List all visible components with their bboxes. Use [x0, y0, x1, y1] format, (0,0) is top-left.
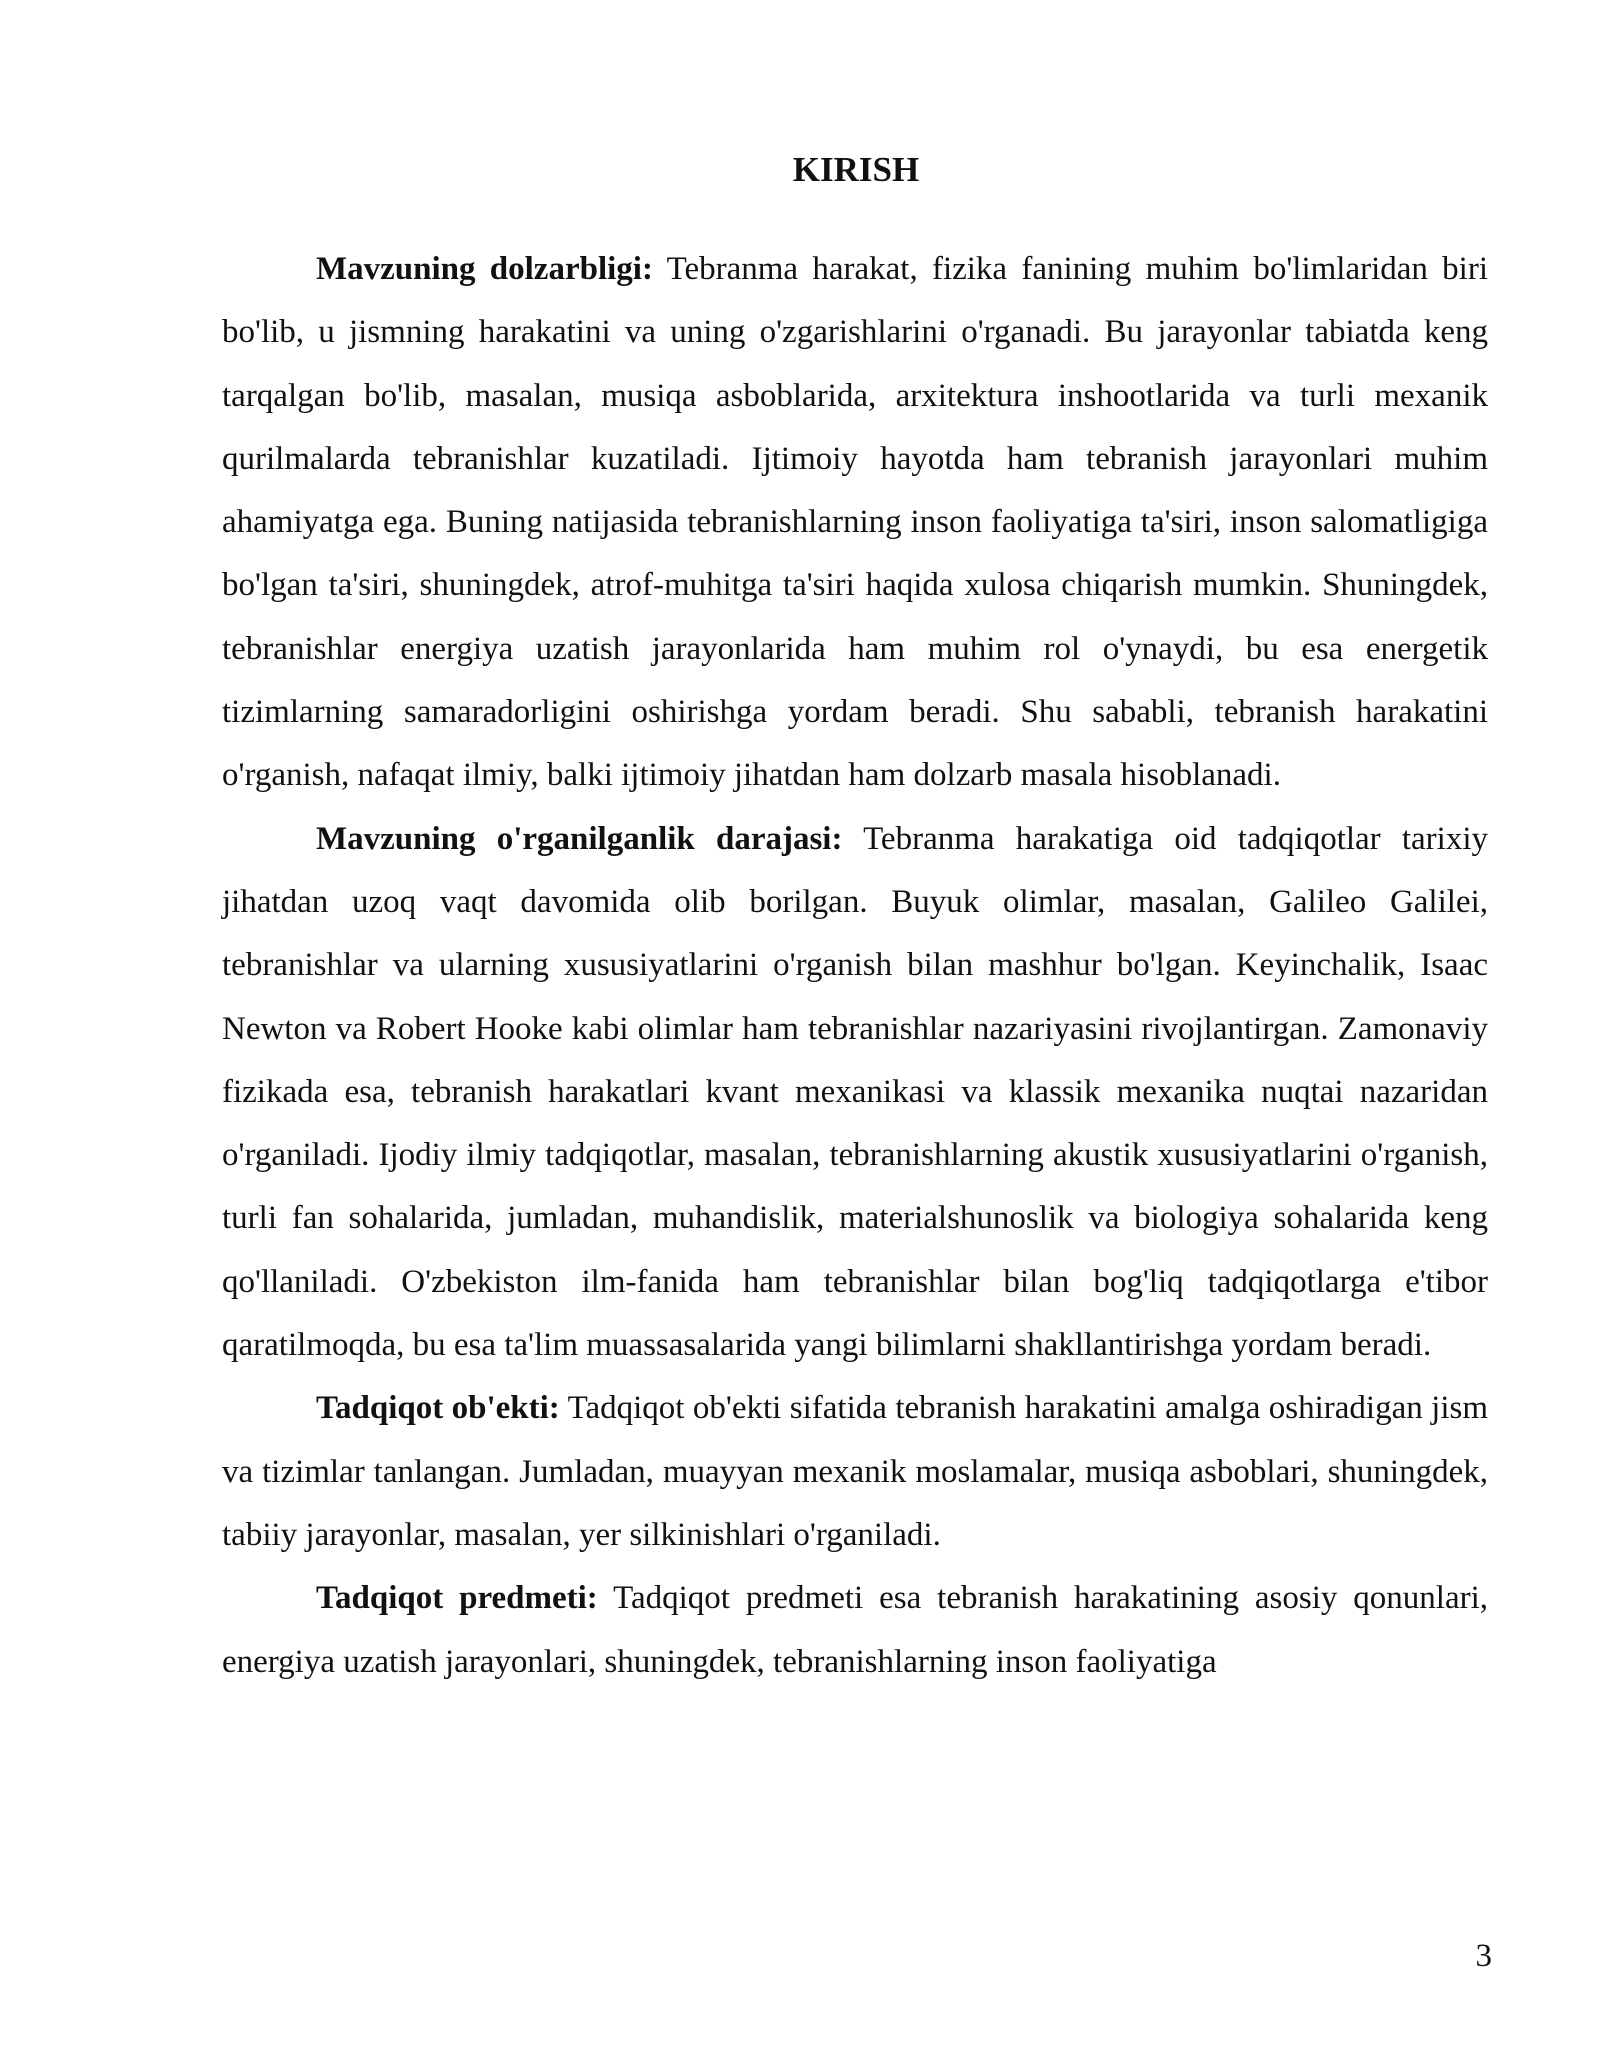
- paragraph-lead: Tadqiqot predmeti:: [316, 1580, 598, 1617]
- paragraph-lead: Mavzuning dolzarbligi:: [316, 251, 653, 287]
- paragraph-lead: Mavzuning o'rganilganlik darajasi:: [316, 820, 843, 857]
- paragraph-research-subject: [222, 1567, 1488, 1694]
- paragraph-text: Tebranma harakat, fizika fanining muhim bo'limlaridan biri bo'lib, u jismning harakatini va uning o'zgarishlarini o'rganadi. Bu jarayonlar tabiatda keng tarqalgan bo'lib, masalan, musiqa asboblarida, arxitektura inshootlarida va turli mexanik qurilmalarda tebranishlar kuzatiladi. Ijtimoiy hayotda ham tebranish jarayonlari muhim ahamiyatga ega. Buning natijasida tebranishlarning inson faoliyatiga ta'siri, inson salomatligiga bo'lgan ta'siri, shuningdek, atrof-muhitga ta'siri haqida xulosa chiqarish mumkin. Shuningdek, tebranishlar energiya uzatish jarayonlarida ham muhim rol o'ynaydi, bu esa energetik tizimlarning samaradorligini oshirishga yordam beradi. Shu sababli, tebranish harakatini o'rganish, nafaqat ilmiy, balki ijtimoiy jihatdan ham dolzarb masala hisoblanadi.: [222, 251, 1489, 794]
- document-body: [222, 238, 1488, 1694]
- paragraph-research-object: [222, 1377, 1488, 1567]
- paragraph-text: Tebranma harakatiga oid tadqiqotlar tarixiy jihatdan uzoq vaqt davomida olib borilgan. Buyuk olimlar, masalan, Galileo Galilei, tebranishlar va ularning xususiyatlarini o'rganish bilan mashhur bo'lgan. Keyinchalik, Isaac Newton va Robert Hooke kabi olimlar ham tebranishlar nazariyasini rivojlantirgan. Zamonaviy fizikada esa, tebranish harakatlari kvant mexanikasi va klassik mexanika nuqtai nazaridan o'rganiladi. Ijodiy ilmiy tadqiqotlar, masalan, tebranishlarning akustik xususiyatlarini o'rganish, turli fan sohalarida, jumladan, muhandislik, materialshunoslik va biologiya sohalarida keng qo'llaniladi. O'zbekiston ilm-fanida ham tebranishlar bilan bog'liq tadqiqotlarga e'tibor qaratilmoqda, bu esa ta'lim muassasalarida yangi bilimlarni shakllantirishga yordam beradi.: [222, 820, 1489, 1364]
- paragraph-text: Tadqiqot ob'ekti sifatida tebranish harakatini amalga oshiradigan jism va tizimlar tanlangan. Jumladan, muayyan mexanik moslamalar, musiqa asboblari, shuningdek, tabiiy jarayonlar, masalan, yer silkinishlari o'rganiladi.: [222, 1390, 1489, 1553]
- paragraph-relevance: [222, 238, 1488, 808]
- paragraph-study-degree: [222, 808, 1488, 1378]
- paragraph-text: Tadqiqot predmeti esa tebranish harakatining asosiy qonunlari, energiya uzatish jarayonlari, shuningdek, tebranishlarning inson faoliyatiga: [222, 1580, 1489, 1680]
- paragraph-lead: Tadqiqot ob'ekti:: [316, 1390, 560, 1427]
- page-number: 3: [1475, 1938, 1492, 1974]
- page-title: KIRISH: [792, 150, 920, 189]
